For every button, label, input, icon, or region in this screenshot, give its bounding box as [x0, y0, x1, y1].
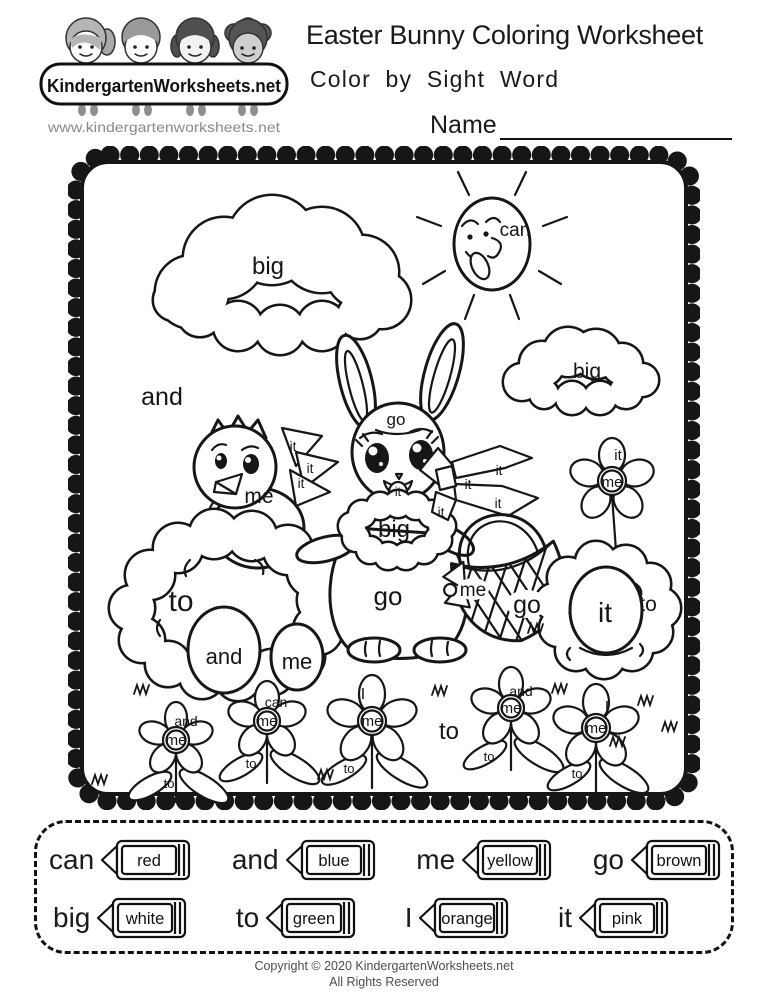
- chick-chest-word: me: [244, 485, 274, 508]
- legend-item-and: [232, 837, 378, 883]
- bunny-forehead-word: go: [386, 410, 406, 429]
- right-bush-word: to: [639, 593, 657, 616]
- site-logo: [38, 6, 290, 140]
- legend-word: it: [557, 902, 572, 933]
- cloud-right-word: big: [572, 360, 602, 383]
- right-bush-egg-word: it: [598, 597, 612, 628]
- page-subtitle: Color by Sight Word: [310, 66, 560, 92]
- logo-url-text: www.kindergartenworksheets.net: [46, 120, 281, 135]
- legend-word: can: [49, 844, 95, 875]
- ground-word: to: [438, 718, 460, 745]
- logo-feet: [78, 104, 258, 116]
- tall-flower-center-word: me: [601, 474, 623, 491]
- legend-item-can: [49, 837, 193, 883]
- tall-flower-petal-word: it: [614, 447, 622, 464]
- chick-bow-word-2: it: [306, 461, 314, 476]
- crayon-icon: [97, 837, 193, 883]
- crayon-color-label: pink: [611, 910, 643, 928]
- legend-word: I: [404, 902, 413, 933]
- color-key-legend: [34, 820, 734, 954]
- crayon-icon: [627, 837, 723, 883]
- name-label: Name: [430, 111, 497, 139]
- scarf-word-4: it: [437, 505, 445, 520]
- crayon-icon: [262, 895, 358, 941]
- crayon-color-label: white: [126, 910, 165, 928]
- bunny-chest-word: big: [377, 516, 411, 543]
- flower-3-center-word: me: [361, 713, 383, 730]
- legend-word: me: [416, 844, 456, 875]
- rights-text: All Rights Reserved: [329, 975, 439, 990]
- flower-4-petal-word: and: [509, 683, 533, 699]
- bunny-belly-word: go: [373, 581, 403, 611]
- bunny-tongue-word: it: [394, 485, 402, 499]
- crayon-color-label: orange: [441, 910, 494, 928]
- sky-word: and: [141, 383, 183, 411]
- crayon-icon: [458, 837, 554, 883]
- legend-word: go: [592, 844, 624, 875]
- flower-4-leaf-word: to: [483, 749, 495, 764]
- crayon-icon: [93, 895, 189, 941]
- scarf-word-3: it: [494, 496, 502, 511]
- crayon-color-label: blue: [317, 852, 350, 870]
- logo-brand-text: KindergartenWorksheets.net: [47, 76, 281, 96]
- coloring-scene: [68, 146, 700, 810]
- legend-row-2: [49, 895, 723, 941]
- legend-item-go: [593, 837, 723, 883]
- flower-1-center-word: me: [165, 732, 187, 749]
- basket-ribbon-word: me: [459, 580, 487, 601]
- flower-3-leaf-word: to: [343, 761, 355, 776]
- left-bush-word: to: [168, 585, 194, 618]
- name-row: [430, 108, 732, 140]
- legend-row-1: [49, 837, 723, 883]
- flower-2-petal-word: can: [264, 694, 288, 710]
- legend-item-me: [416, 837, 554, 883]
- legend-item-I: [405, 895, 512, 941]
- flower-1-leaf-word: to: [163, 776, 175, 791]
- flower-5-center-word: me: [585, 720, 607, 737]
- crayon-icon: [575, 895, 671, 941]
- chick-bow-word-3: it: [297, 476, 305, 491]
- crayon-color-label: green: [293, 910, 336, 928]
- flower-5-leaf-word: to: [571, 766, 583, 781]
- cloud-left-word: big: [251, 253, 285, 280]
- crayon-color-label: red: [137, 852, 162, 870]
- egg-large-word: and: [205, 644, 243, 669]
- crayon-color-label: yellow: [487, 852, 534, 870]
- page-footer: [0, 958, 768, 991]
- copyright-text: Copyright © 2020 KindergartenWorksheets.net: [254, 959, 514, 973]
- scarf-word-1: it: [495, 463, 503, 478]
- legend-item-big: [53, 895, 189, 941]
- crayon-color-label: brown: [656, 852, 702, 870]
- egg-small-word: me: [281, 649, 313, 674]
- legend-word: to: [235, 902, 260, 933]
- crayon-icon: [415, 895, 511, 941]
- flower-1-petal-word: and: [174, 713, 198, 729]
- legend-item-it: [558, 895, 671, 941]
- page-title: Easter Bunny Coloring Worksheet: [306, 20, 703, 50]
- legend-word: and: [231, 844, 279, 875]
- scarf-word-2: it: [464, 477, 472, 492]
- flower-2-leaf-word: to: [245, 756, 257, 771]
- crayon-icon: [282, 837, 378, 883]
- legend-item-to: [236, 895, 358, 941]
- four-children-faces-icon: [66, 18, 271, 63]
- legend-word: big: [53, 902, 91, 933]
- basket-side-word: go: [513, 591, 541, 619]
- flower-3-petal-word: I: [360, 686, 366, 703]
- sun-word: can: [499, 220, 531, 241]
- flower-5-petal-word: I: [604, 699, 610, 716]
- flower-2-center-word: me: [256, 713, 278, 730]
- name-blank-line: [500, 108, 732, 140]
- flower-4-center-word: me: [500, 700, 522, 717]
- chick-bow-word-1: it: [289, 439, 297, 454]
